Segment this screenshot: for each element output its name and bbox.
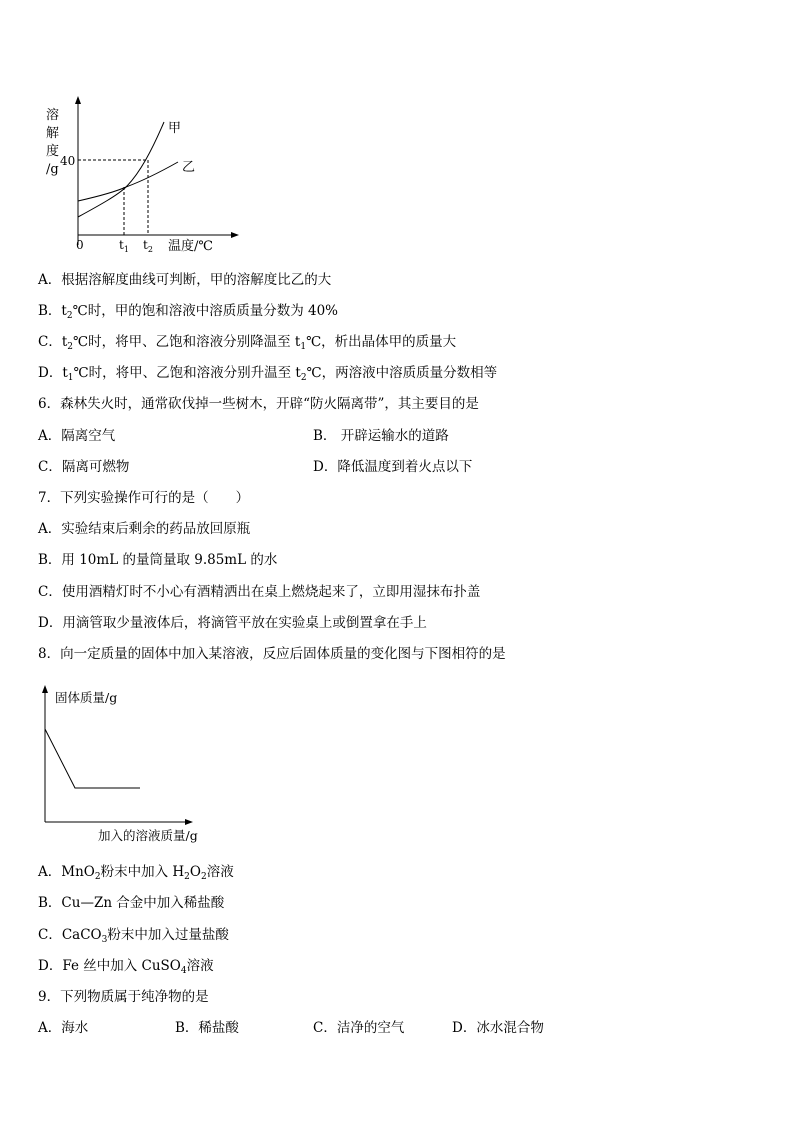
solid-mass-chart [38, 684, 228, 844]
q5-option-b: B．$t_2℃$时，甲的饱和溶液中溶质质量分数为 40% [38, 303, 338, 321]
x-axis-label: 温度/℃ [168, 239, 213, 254]
x-tick-t2: $t_2$ [143, 238, 153, 254]
x-tick-t1: $t_1$ [119, 238, 129, 254]
q8-option-d: D．Fe 丝中加入 CuSO$_4$溶液 [38, 958, 214, 976]
y-axis-arrow [75, 96, 81, 104]
q7-option-d: D．用滴管取少量液体后，将滴管平放在实验桌上或倒置拿在手上 [38, 615, 427, 631]
q5-option-d: D．$t_1℃$时，将甲、乙饱和溶液分别升温至 $t_2℃$，两溶液中溶质质量分数相等 [38, 365, 498, 383]
q9-option-a: A．海水 [38, 1020, 89, 1036]
q6-option-b: B． 开辟运输水的道路 [313, 428, 449, 444]
q6-option-a: A．隔离空气 [38, 428, 116, 444]
q5-option-a: A．根据溶解度曲线可判断，甲的溶解度比乙的大 [38, 272, 332, 288]
q8-option-b: B．Cu—Zn 合金中加入稀盐酸 [38, 895, 225, 911]
q7-option-c: C．使用酒精灯时不小心有酒精洒出在桌上燃烧起来了，立即用湿抹布扑盖 [38, 584, 481, 600]
curve-jia [78, 122, 164, 217]
y-label-3: 度 [46, 144, 60, 159]
y-label-4: /g [46, 162, 59, 177]
curve-jia-label: 甲 [168, 121, 182, 136]
curve-yi-label: 乙 [182, 160, 196, 175]
q8-stem: 8．向一定质量的固体中加入某溶液，反应后固体质量的变化图与下图相符的是 [38, 646, 506, 662]
q5-option-c: C．$t_2℃$时，将甲、乙饱和溶液分别降温至 $t_1℃$，析出晶体甲的质量大 [38, 334, 457, 352]
q9-option-b: B．稀盐酸 [175, 1020, 239, 1036]
x-axis-arrow [185, 819, 193, 825]
q7-option-b: B．用 10mL 的量筒量取 9.85mL 的水 [38, 552, 278, 568]
x-axis-arrow [231, 232, 239, 238]
q9-option-d: D．冰水混合物 [452, 1020, 544, 1036]
y-axis-arrow [42, 685, 48, 693]
y-label-2: 解 [46, 126, 60, 141]
q8-option-c: C．CaCO$_3$粉末中加入过量盐酸 [38, 927, 229, 945]
q8-option-a: A．MnO$_2$粉末中加入 $H_2O_2$溶液 [38, 864, 234, 882]
q6-option-c: C．隔离可燃物 [38, 459, 130, 475]
origin-label: 0 [76, 238, 84, 252]
y-axis-label: 固体质量/g [55, 690, 118, 705]
q7-option-a: A．实验结束后剩余的药品放回原瓶 [38, 521, 251, 537]
x-axis-label: 加入的溶液质量/g [98, 828, 198, 843]
q6-option-d: D．降低温度到着火点以下 [313, 459, 473, 475]
q9-option-c: C．洁净的空气 [313, 1020, 405, 1036]
mass-curve [45, 729, 140, 788]
curve-yi [78, 162, 178, 201]
solubility-chart [40, 95, 270, 255]
y-label-1: 溶 [46, 108, 60, 123]
q7-stem: 7．下列实验操作可行的是（ ） [38, 490, 250, 506]
q6-stem: 6．森林失火时，通常砍伐掉一些树木，开辟“防火隔离带”，其主要目的是 [38, 396, 479, 412]
y-tick-40: 40 [60, 154, 76, 168]
q9-stem: 9．下列物质属于纯净物的是 [38, 989, 209, 1005]
